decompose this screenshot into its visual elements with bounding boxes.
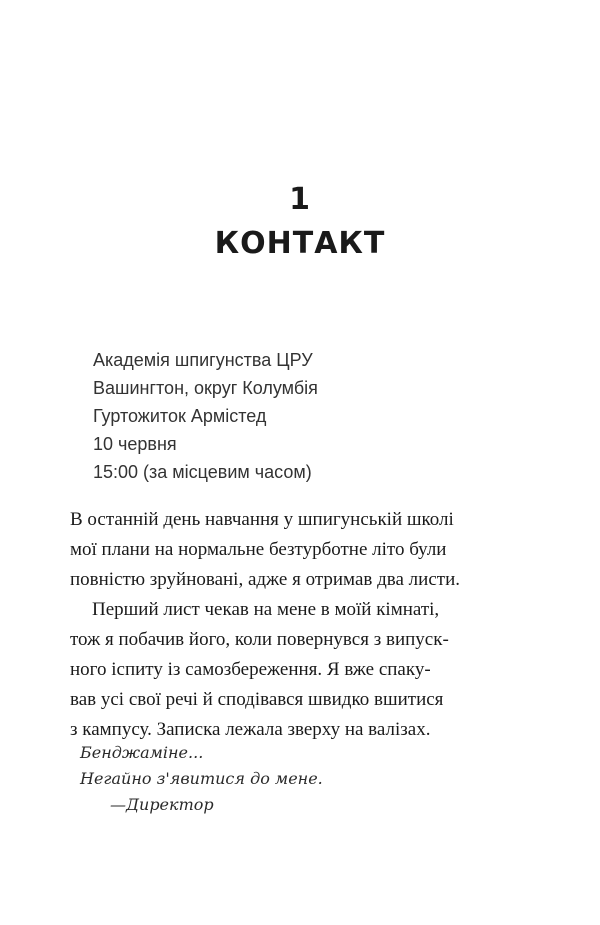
location-header	[93, 346, 318, 486]
body-line: вав усі свої речі й сподівався швидко вшитися	[70, 689, 444, 710]
body-line: В останній день навчання у шпигунській школі	[70, 509, 454, 530]
body-line: Перший лист чекав на мене в моїй кімнаті,	[92, 599, 440, 620]
body-line: мої плани на нормальне безтурботне літо були	[70, 539, 447, 560]
body-line: з кампусу. Записка лежала зверху на валізах.	[70, 719, 431, 740]
body-text	[70, 505, 530, 745]
note-line: Негайно з'явитися до мене.	[80, 769, 323, 788]
body-line: ного іспиту із самозбереження. Я вже спаку-	[70, 659, 431, 680]
header-line: Академія шпигунства ЦРУ	[93, 350, 313, 370]
header-line: 10 червня	[93, 434, 177, 454]
header-line: Вашингтон, округ Колумбія	[93, 378, 318, 398]
note-signature: —Директор	[110, 795, 214, 814]
body-line: повністю зруйновані, адже я отримав два листи.	[70, 569, 460, 590]
header-line: Гуртожиток Армістед	[93, 406, 267, 426]
header-line: 15:00 (за місцевим часом)	[93, 462, 312, 482]
chapter-number: 1	[289, 182, 311, 217]
note-line: Бенджаміне...	[80, 743, 204, 762]
handwritten-note	[80, 740, 323, 818]
chapter-title: КОНТАКТ	[214, 226, 386, 261]
body-line: тож я побачив його, коли повернувся з випуск-	[70, 629, 449, 650]
